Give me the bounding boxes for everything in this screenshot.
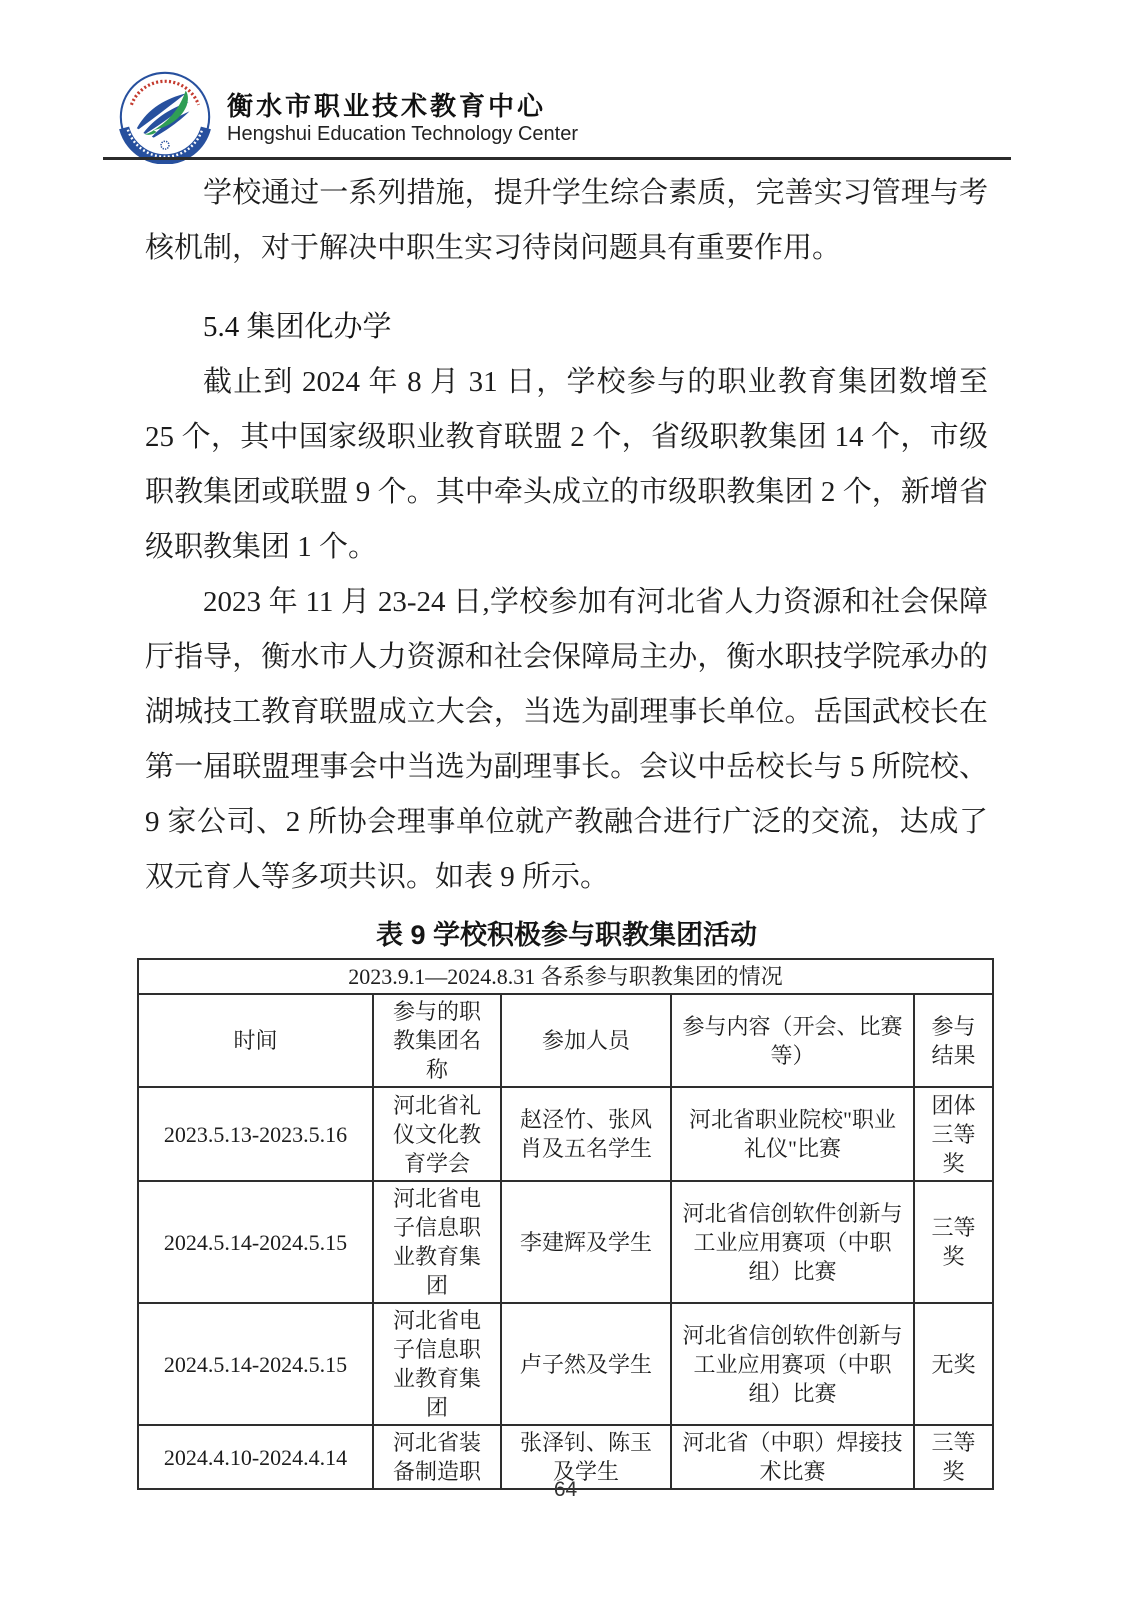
table-cell: 河北省电子信息职业教育集团 bbox=[373, 1303, 501, 1425]
document-content bbox=[145, 166, 988, 1490]
header-divider bbox=[103, 157, 1011, 160]
table-cell: 三等奖 bbox=[914, 1425, 993, 1489]
paragraph-alliance-meeting: 2023 年 11 月 23-24 日,学校参加有河北省人力资源和社会保障厅指导，衡水市人力资源和社会保障局主办，衡水职技学院承办的湖城技工教育联盟成立大会，当选为副理事长单位。岳国武校长在第一届联盟理事会中当选为副理事长。会议中岳校长与 5 所院校、9 家公司、2 所协会理事单位就产教融合进行广泛的交流，达成了双元育人等多项共识。如表 9 所示。 bbox=[145, 586, 988, 893]
table-cell: 河北省信创软件创新与工业应用赛项（中职组）比赛 bbox=[671, 1303, 914, 1425]
section-heading-5-4: 5.4 集团化办学 bbox=[203, 311, 392, 343]
table-cell: 2023.5.13-2023.5.16 bbox=[138, 1087, 373, 1181]
table-cell: 团体三等奖 bbox=[914, 1087, 993, 1181]
table-cell: 河北省（中职）焊接技术比赛 bbox=[671, 1425, 914, 1489]
activity-table-body bbox=[138, 1087, 993, 1489]
paragraph-internship: 学校通过一系列措施，提升学生综合素质，完善实习管理与考核机制，对于解决中职生实习待岗问题具有重要作用。 bbox=[145, 177, 988, 264]
paragraph-group-statistics: 截止到 2024 年 8 月 31 日，学校参与的职业教育集团数增至 25 个，其中国家级职业教育联盟 2 个，省级职教集团 14 个，市级职教集团或联盟 9 个。其中牵头成立的市级职教集团 2 个，新增省级职教集团 1 个。 bbox=[145, 366, 988, 563]
table-cell: 河北省信创软件创新与工业应用赛项（中职组）比赛 bbox=[671, 1181, 914, 1303]
activity-table-head bbox=[138, 959, 993, 1087]
column-header: 参与内容（开会、比赛等） bbox=[671, 994, 914, 1087]
activity-table bbox=[137, 958, 994, 1490]
table-row bbox=[138, 1181, 993, 1303]
table-cell: 河北省礼仪文化教育学会 bbox=[373, 1087, 501, 1181]
table-cell: 赵泾竹、张风肖及五名学生 bbox=[501, 1087, 671, 1181]
table-row bbox=[138, 1087, 993, 1181]
school-logo bbox=[118, 70, 212, 164]
table-cell: 河北省职业院校"职业礼仪"比赛 bbox=[671, 1087, 914, 1181]
column-header: 参与的职教集团名称 bbox=[373, 994, 501, 1087]
table-caption: 表 9 学校积极参与职教集团活动 bbox=[375, 920, 758, 950]
school-name-en: Hengshui Education Technology Center bbox=[227, 123, 578, 145]
table-cell: 2024.4.10-2024.4.14 bbox=[138, 1425, 373, 1489]
column-header: 参加人员 bbox=[501, 994, 671, 1087]
table-row bbox=[138, 1303, 993, 1425]
table-cell: 卢子然及学生 bbox=[501, 1303, 671, 1425]
table-cell: 三等奖 bbox=[914, 1181, 993, 1303]
school-name-zh: 衡水市职业技术教育中心 bbox=[227, 92, 547, 121]
table-cell: 河北省电子信息职业教育集团 bbox=[373, 1181, 501, 1303]
table-span-header: 2023.9.1—2024.8.31 各系参与职教集团的情况 bbox=[138, 959, 993, 994]
school-logo-emblem bbox=[118, 70, 212, 164]
table-cell: 张泽钊、陈玉及学生 bbox=[501, 1425, 671, 1489]
table-cell: 无奖 bbox=[914, 1303, 993, 1425]
page-number: 64 bbox=[553, 1478, 578, 1501]
table-cell: 河北省装备制造职 bbox=[373, 1425, 501, 1489]
column-header: 参与结果 bbox=[914, 994, 993, 1087]
column-header: 时间 bbox=[138, 994, 373, 1087]
table-cell: 李建辉及学生 bbox=[501, 1181, 671, 1303]
table-wrapper bbox=[137, 958, 988, 1490]
table-cell: 2024.5.14-2024.5.15 bbox=[138, 1181, 373, 1303]
table-cell: 2024.5.14-2024.5.15 bbox=[138, 1303, 373, 1425]
